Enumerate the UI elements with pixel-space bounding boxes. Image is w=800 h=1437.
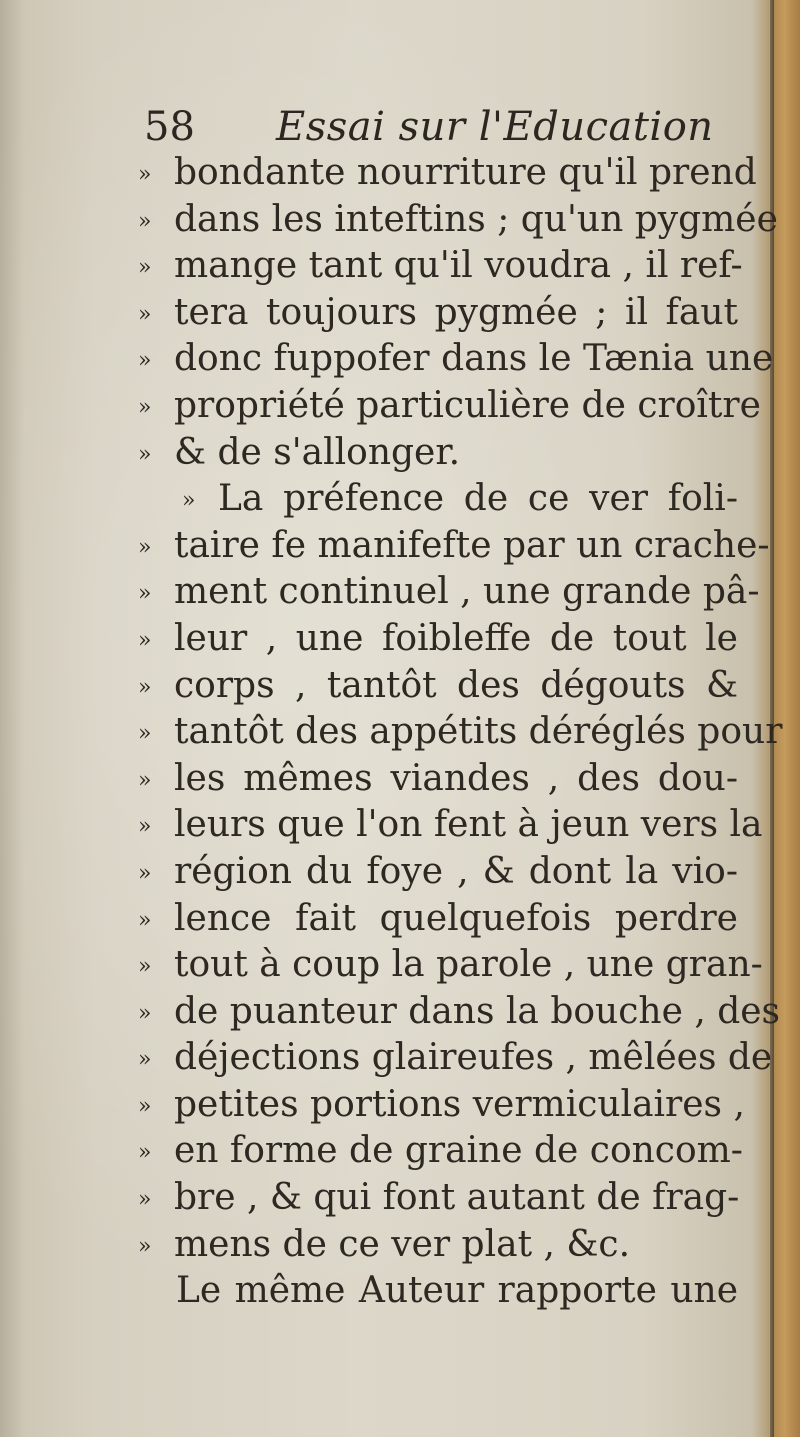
text-line bbox=[138, 989, 781, 1036]
page-number: 58 bbox=[144, 104, 195, 150]
quote-mark: » bbox=[138, 162, 152, 187]
quote-mark: » bbox=[138, 534, 152, 560]
quote-mark: » bbox=[138, 348, 152, 374]
text-line bbox=[138, 290, 738, 337]
text-line bbox=[138, 802, 763, 849]
line-text: mange tant qu'il voudra , il ref- bbox=[174, 245, 743, 287]
text-line bbox=[138, 663, 738, 710]
line-text: donc fuppofer dans le Tænia une bbox=[174, 338, 774, 380]
quote-mark: » bbox=[138, 627, 152, 653]
text-line bbox=[138, 569, 760, 616]
line-text: région du foye , & dont la vio- bbox=[174, 850, 738, 892]
quote-mark: » bbox=[138, 1140, 152, 1166]
text-line bbox=[138, 243, 743, 290]
line-text: de puanteur dans la bouche , des bbox=[174, 990, 781, 1032]
line-text: tera toujours pygmée ; il faut bbox=[174, 291, 738, 333]
line-text: leur , une foibleffe de tout le bbox=[174, 617, 738, 659]
text-line bbox=[138, 942, 763, 989]
text-line bbox=[138, 1128, 743, 1175]
line-text: La préfence de ce ver foli- bbox=[218, 478, 738, 520]
quote-mark: » bbox=[138, 255, 152, 281]
text-line bbox=[138, 849, 738, 896]
quote-mark: » bbox=[138, 814, 152, 840]
quote-mark: » bbox=[138, 954, 152, 980]
line-text: Le même Auteur rapporte une bbox=[176, 1270, 738, 1312]
line-text: lence fait quelquefois perdre bbox=[174, 897, 738, 939]
text-line bbox=[138, 1222, 738, 1269]
text-line bbox=[138, 709, 783, 756]
quote-mark: » bbox=[138, 441, 152, 467]
running-title: Essai sur l'Education bbox=[276, 104, 714, 150]
quote-mark: » bbox=[138, 1047, 152, 1073]
quote-mark: » bbox=[138, 301, 152, 327]
text-line bbox=[138, 523, 770, 570]
running-header bbox=[144, 104, 714, 150]
text-line bbox=[138, 197, 778, 244]
line-text: tantôt des appétits déréglés pour bbox=[174, 711, 783, 753]
text-line bbox=[138, 1035, 773, 1082]
quote-mark: » bbox=[182, 488, 196, 514]
line-text: déjections glaireufes , mêlées de bbox=[174, 1037, 773, 1079]
quote-mark: » bbox=[138, 208, 152, 234]
text-line bbox=[138, 383, 761, 430]
text-line bbox=[138, 896, 738, 943]
quote-mark: » bbox=[138, 581, 152, 607]
line-text: les mêmes viandes , des dou- bbox=[174, 757, 738, 799]
quote-mark: » bbox=[138, 1093, 152, 1119]
quote-mark: » bbox=[138, 767, 152, 793]
line-text: leurs que l'on fent à jeun vers la bbox=[174, 804, 763, 846]
line-text: tout à coup la parole , une gran- bbox=[174, 944, 763, 986]
text-line bbox=[138, 430, 738, 477]
line-text: bre , & qui font autant de frag- bbox=[174, 1177, 740, 1219]
line-text: en forme de graine de concom- bbox=[174, 1130, 743, 1172]
paragraph-start-line bbox=[138, 476, 738, 523]
text-line bbox=[138, 1082, 745, 1129]
line-text: mens de ce ver plat , &c. bbox=[174, 1223, 631, 1265]
quote-mark: » bbox=[138, 1000, 152, 1026]
quote-mark: » bbox=[138, 674, 152, 700]
line-text: ment continuel , une grande pâ- bbox=[174, 571, 760, 613]
line-text: taire fe manifefte par un crache- bbox=[174, 524, 770, 566]
quote-mark: » bbox=[138, 1233, 152, 1259]
line-text: propriété particulière de croître bbox=[174, 384, 761, 426]
text-line bbox=[138, 1175, 738, 1222]
text-line bbox=[138, 336, 774, 383]
quote-mark: » bbox=[138, 907, 152, 933]
line-text: dans les inteftins ; qu'un pygmée bbox=[174, 198, 778, 240]
line-text: & de s'allonger. bbox=[174, 431, 461, 473]
line-text: bondante nourriture qu'il prend bbox=[174, 152, 757, 193]
text-line bbox=[138, 756, 738, 803]
quote-mark: » bbox=[138, 721, 152, 747]
line-text: petites portions vermiculaires , bbox=[174, 1083, 745, 1125]
quote-mark: » bbox=[138, 394, 152, 420]
quote-mark: » bbox=[138, 860, 152, 886]
line-text: corps , tantôt des dégouts & bbox=[174, 664, 738, 706]
text-line bbox=[138, 150, 757, 197]
paragraph-start-line bbox=[138, 1268, 738, 1315]
quote-mark: » bbox=[138, 1187, 152, 1213]
body-text bbox=[138, 150, 783, 1315]
text-line bbox=[138, 616, 738, 663]
